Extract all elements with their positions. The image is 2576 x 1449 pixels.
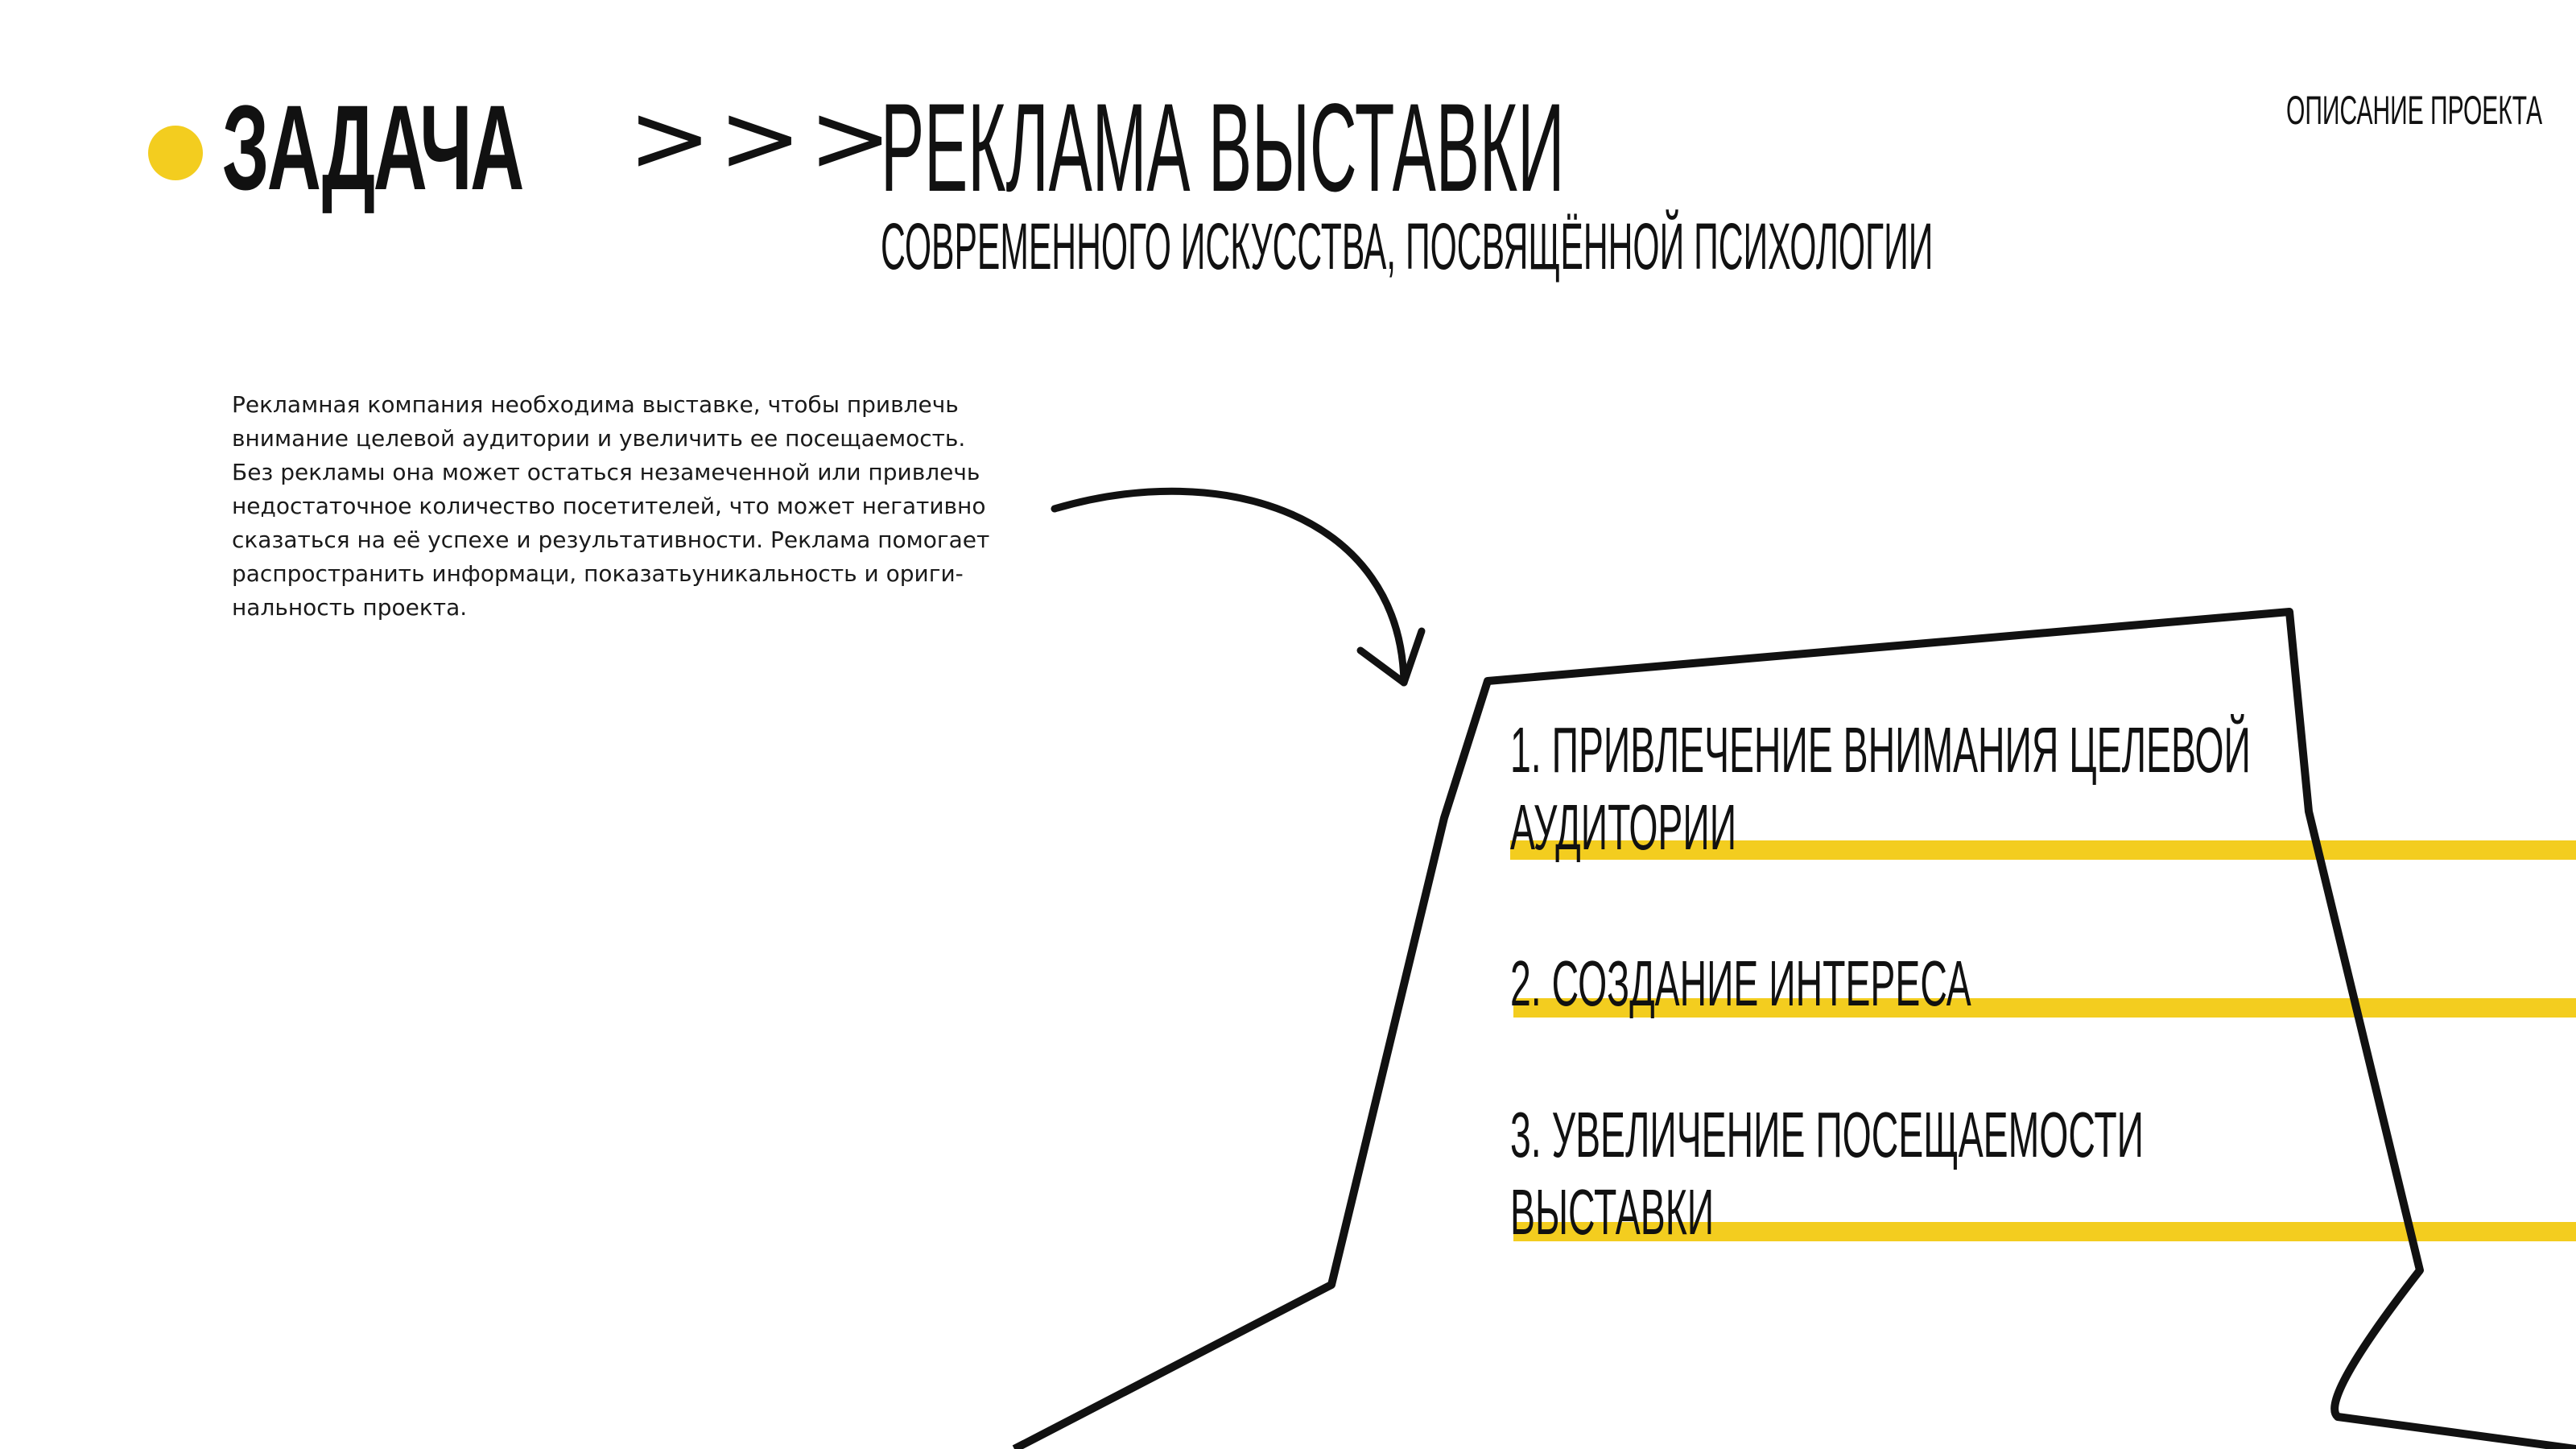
chevrons-right-icon: >>> bbox=[628, 82, 899, 193]
goal-line: 3. УВЕЛИЧЕНИЕ ПОСЕЩАЕМОСТИ bbox=[1510, 1099, 2145, 1170]
description-line: недостаточное количество посетителей, что может негативно bbox=[232, 493, 986, 519]
page-title: РЕКЛАМА ВЫСТАВКИ bbox=[881, 78, 1565, 218]
goal-line: 2. СОЗДАНИЕ ИНТЕРЕСА bbox=[1510, 947, 1971, 1019]
goal-line: АУДИТОРИИ bbox=[1510, 791, 1737, 863]
description-line: Без рекламы она может остаться незамеченной или привлечь bbox=[232, 459, 980, 485]
curved-arrow-icon bbox=[1055, 491, 1404, 683]
arrow-head-icon bbox=[1360, 631, 1422, 683]
section-label: ОПИСАНИЕ ПРОЕКТА bbox=[2286, 88, 2543, 133]
goal-line: ВЫСТАВКИ bbox=[1510, 1176, 1715, 1248]
description-line: распространить информаци, показатьуникальность и ориги- bbox=[232, 560, 964, 587]
description-line: сказаться на её успехе и результативности. Реклама помогает bbox=[232, 526, 990, 553]
goal-item bbox=[1510, 945, 1971, 1022]
task-heading: ЗАДАЧА bbox=[222, 80, 522, 215]
goal-item bbox=[1510, 1096, 2144, 1251]
goal-line: 1. ПРИВЛЕЧЕНИЕ ВНИМАНИЯ ЦЕЛЕВОЙ bbox=[1510, 714, 2251, 786]
description-line: нальность проекта. bbox=[232, 594, 468, 621]
description-line: внимание целевой аудитории и увеличить ее посещаемость. bbox=[232, 425, 966, 452]
goal-item bbox=[1510, 712, 2251, 866]
description-line: Рекламная компания необходима выставке, чтобы привлечь bbox=[232, 391, 959, 418]
page-subtitle: СОВРЕМЕННОГО ИСКУССТВА, ПОСВЯЩЁННОЙ ПСИХОЛОГИИ bbox=[881, 210, 1934, 283]
